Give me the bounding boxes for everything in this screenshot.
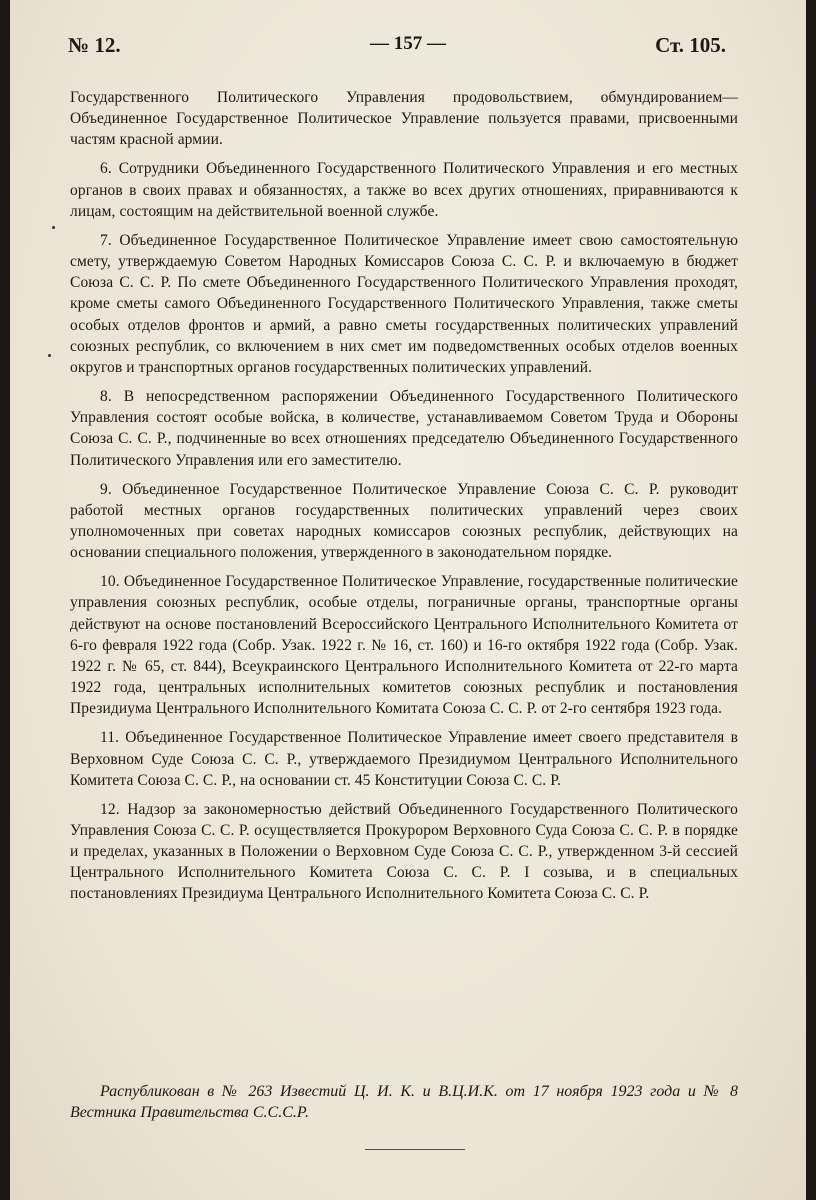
paragraph-11: 11. Объединенное Государственное Политическое Управление имеет своего представителя в Верховном Суде Союза С. С. Р., утверждаемого Президиумом Центрального Исполнительного Комитета Союза С. С. Р., на основании ст. 45 Конституции Союза С. С. Р. <box>70 729 738 789</box>
ink-speck <box>52 226 55 229</box>
article-number: Ст. 105. <box>655 33 726 57</box>
issue-number: № 12. <box>68 33 121 57</box>
paragraph-6: 6. Сотрудники Объединенного Государственного Политического Управления и его местных органов в своих правах и обязанностях, а также во всех других отношениях, приравниваются к лицам, состоящим на действительной военной службе. <box>70 160 738 220</box>
document-page <box>10 0 806 1200</box>
document-body <box>70 87 738 913</box>
page-header <box>10 33 806 59</box>
paragraph-10: 10. Объединенное Государственное Политическое Управление, государственные политические управления союзных республик, особые отделы, пограничные органы, транспортные органы действуют на основе постановлений Всероссийского Центрального Исполнительного Комитета от 6-го февраля 1922 года (Собр. Узак. 1922 г. № 16, ст. 160) и 16-го октября 1922 года (Собр. Узак. 1922 г. № 65, ст. 844), Всеукраинского Центрального Исполнительного Комитета от 22-го марта 1922 года, центральных исполнительных комитетов союзных республик и постановления Президиума Центрального Исполнительного Комитата Союза С. С. Р. от 2-го сентября 1923 года. <box>70 573 738 718</box>
publication-note <box>70 1081 738 1123</box>
publication-note-text: Распубликован в № 263 Известий Ц. И. К. и В.Ц.И.К. от 17 ноября 1923 года и № 8 Вестника Правительства С.С.С.Р. <box>70 1083 738 1121</box>
page-number: — 157 — <box>370 33 446 54</box>
paragraph-8: 8. В непосредственном распоряжении Объединенного Государственного Политического Управления состоят особые войска, в количестве, устанавливаемом Советом Труда и Обороны Союза С. С. Р., подчиненные во всех отношениях председателю Объединенного Государственного Политического Управления или его заместителю. <box>70 388 738 469</box>
paragraph-12: 12. Надзор за закономерностью действий Объединенного Государственного Политического Управления Союза С. С. Р. осуществляется Прокурором Верховного Суда Союза С. С. Р. в порядке и пределах, указанных в Положении о Верховном Суде Союза С. С. Р., утвержденном 3-й сессией Центрального Исполнительного Комитета Союза С. С. Р. I созыва, и в специальных постановлениях Президиума Центрального Исполнительного Комитета Союза С. С. Р. <box>70 800 738 903</box>
ink-speck <box>48 354 51 357</box>
paragraph-continuation: Государственного Политического Управления продовольствием, обмундированием—Объединенное Государственное Политическое Управление пользуется правами, присвоенными частям красной армии. <box>70 89 738 149</box>
closing-rule <box>365 1149 465 1150</box>
paragraph-7: 7. Объединенное Государственное Политическое Управление имеет свою самостоятельную смету, утверждаемую Советом Народных Комиссаров Союза С. С. Р. и включаемую в бюджет Союза С. С. Р. По смете Объединенного Государственного Политического Управления проходят, кроме сметы самого Объединенного Государственного Политического Управления, также сметы особых отделов фронтов и армий, а равно сметы государственных политических управлений союзных республик, со включением в них смет им подведомственных особых отделов военных округов и транспортных органов государственных политических управлений. <box>70 231 738 376</box>
paragraph-9: 9. Объединенное Государственное Политическое Управление Союза С. С. Р. руководит работой местных органов государственных политических управлений через своих уполномоченных при советах народных комиссаров союзных республик, действующих на основании специального положения, утвержденного в законодательном порядке. <box>70 480 738 562</box>
